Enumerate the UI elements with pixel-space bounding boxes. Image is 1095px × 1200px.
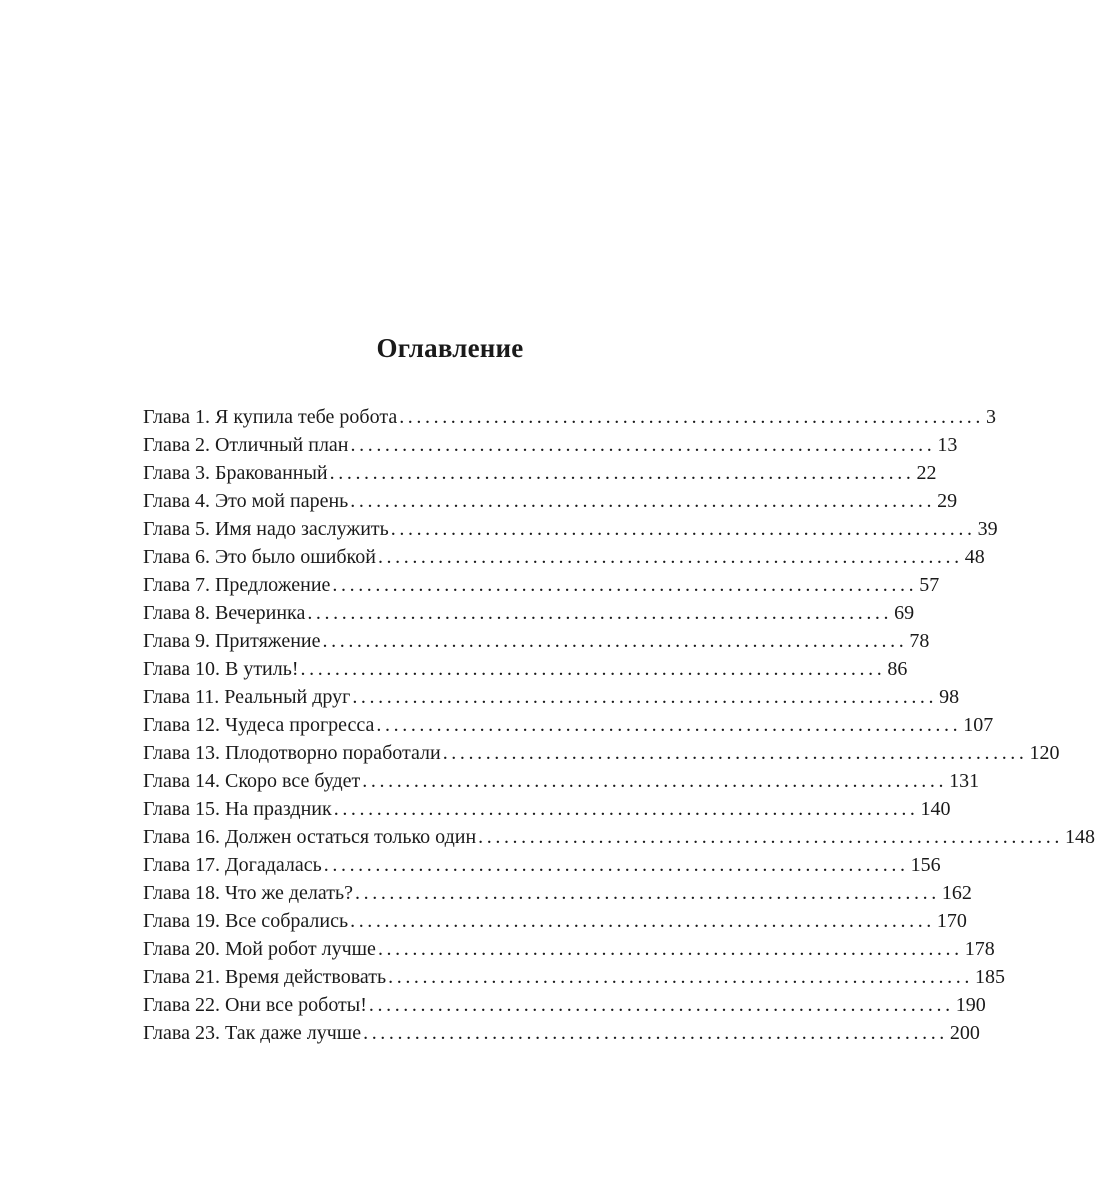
toc-entry-page-number: 22: [916, 462, 937, 484]
toc-entry-page-number: 140: [920, 798, 951, 820]
toc-entry-label: Глава 13. Плодотворно поработали: [143, 742, 441, 764]
toc-entry: [143, 487, 958, 515]
toc-dot-leader: ....................................................................: [390, 518, 976, 540]
toc-entry-label: Глава 19. Все собрались: [143, 910, 349, 932]
toc-entry-label: Глава 11. Реальный друг: [143, 686, 351, 708]
toc-entry: [143, 711, 994, 739]
toc-entry-page-number: 107: [963, 714, 994, 736]
toc-entry: [143, 571, 940, 599]
toc-dot-leader: ....................................................................: [363, 1022, 948, 1044]
toc-dot-leader: ....................................................................: [332, 574, 918, 596]
toc-entry-label: Глава 3. Бракованный: [143, 462, 328, 484]
toc-entry: [143, 767, 980, 795]
toc-dot-leader: ....................................................................: [377, 546, 963, 568]
toc-entry: [143, 683, 960, 711]
toc-entry-page-number: 69: [894, 602, 915, 624]
toc-entry: [143, 403, 997, 431]
toc-dot-leader: ....................................................................: [350, 910, 935, 932]
toc-entry-page-number: 98: [939, 686, 960, 708]
toc-dot-leader: ....................................................................: [368, 994, 954, 1016]
toc-dot-leader: ....................................................................: [376, 714, 962, 736]
toc-entry: [143, 599, 915, 627]
toc-dot-leader: ....................................................................: [399, 406, 985, 428]
toc-entry: [143, 851, 941, 879]
toc-entry-page-number: 48: [964, 546, 985, 568]
toc-entry: [143, 543, 985, 571]
toc-entry-page-number: 78: [909, 630, 930, 652]
toc-dot-leader: ....................................................................: [323, 854, 909, 876]
toc-dot-leader: ....................................................................: [329, 462, 915, 484]
toc-entry: [143, 935, 995, 963]
toc-entry-label: Глава 22. Они все роботы!: [143, 994, 367, 1016]
toc-entry-page-number: 39: [977, 518, 998, 540]
toc-entry-page-number: 3: [986, 406, 997, 428]
toc-entry-label: Глава 18. Что же делать?: [143, 882, 354, 904]
toc-entry-label: Глава 21. Время действовать: [143, 966, 387, 988]
toc-dot-leader: ....................................................................: [350, 434, 936, 456]
toc-dot-leader: ....................................................................: [307, 602, 893, 624]
toc-dot-leader: ....................................................................: [388, 966, 973, 988]
page-title: Оглавление: [376, 333, 524, 363]
toc-dot-leader: ....................................................................: [322, 630, 908, 652]
toc-entry: [143, 431, 958, 459]
toc-entry-label: Глава 15. На праздник: [143, 798, 332, 820]
toc-entry: [143, 991, 986, 1019]
toc-entry-page-number: 29: [937, 490, 958, 512]
toc-dot-leader: ....................................................................: [350, 490, 936, 512]
toc-entry: [143, 963, 1005, 991]
toc-entry-label: Глава 20. Мой робот лучше: [143, 938, 376, 960]
toc-entry-page-number: 13: [937, 434, 958, 456]
toc-entry-page-number: 200: [949, 1022, 980, 1044]
toc-entry-label: Глава 14. Скоро все будет: [143, 770, 361, 792]
toc-dot-leader: ....................................................................: [352, 686, 938, 708]
toc-entry-label: Глава 4. Это мой парень: [143, 490, 349, 512]
toc-entry-page-number: 190: [955, 994, 986, 1016]
toc-entry: [143, 655, 908, 683]
toc-entry: [143, 627, 930, 655]
toc-dot-leader: ....................................................................: [300, 658, 886, 680]
toc-entry-page-number: 131: [949, 770, 980, 792]
toc-entry-page-number: 162: [941, 882, 972, 904]
toc-entry-label: Глава 17. Догадалась: [143, 854, 322, 876]
toc-entry: [143, 907, 967, 935]
toc-dot-leader: ....................................................................: [377, 938, 963, 960]
toc-entry-label: Глава 1. Я купила тебе робота: [143, 406, 398, 428]
toc-entry-label: Глава 6. Это было ошибкой: [143, 546, 376, 568]
toc-entry-label: Глава 5. Имя надо заслужить: [143, 518, 389, 540]
toc-dot-leader: ....................................................................: [362, 770, 948, 792]
toc-entry-page-number: 86: [887, 658, 908, 680]
toc-entry-label: Глава 16. Должен остаться только один: [143, 826, 477, 848]
toc-entry: [143, 515, 998, 543]
toc-entry-page-number: 148: [1064, 826, 1095, 848]
toc-entry-label: Глава 23. Так даже лучше: [143, 1022, 362, 1044]
toc-entry-label: Глава 8. Вечеринка: [143, 602, 306, 624]
toc-entry-page-number: 120: [1029, 742, 1060, 764]
toc-dot-leader: ....................................................................: [442, 742, 1028, 764]
toc-dot-leader: ....................................................................: [478, 826, 1063, 848]
toc-entry: [143, 1019, 980, 1047]
toc-entry-page-number: 57: [919, 574, 940, 596]
toc-entry-label: Глава 10. В утиль!: [143, 658, 299, 680]
toc-dot-leader: ....................................................................: [333, 798, 919, 820]
toc-entry-label: Глава 7. Предложение: [143, 574, 331, 596]
toc-entry-page-number: 178: [964, 938, 995, 960]
toc-entry-page-number: 185: [974, 966, 1005, 988]
toc-entry: [143, 739, 1060, 767]
table-of-contents: [143, 403, 1095, 1047]
toc-entry-page-number: 170: [936, 910, 967, 932]
toc-entry-label: Глава 9. Притяжение: [143, 630, 321, 652]
toc-entry: [143, 459, 937, 487]
toc-entry-page-number: 156: [910, 854, 941, 876]
toc-entry: [143, 879, 972, 907]
toc-entry-label: Глава 2. Отличный план: [143, 434, 349, 456]
toc-dot-leader: ....................................................................: [355, 882, 940, 904]
toc-entry-label: Глава 12. Чудеса прогресса: [143, 714, 375, 736]
toc-entry: [143, 823, 1095, 851]
toc-entry: [143, 795, 951, 823]
